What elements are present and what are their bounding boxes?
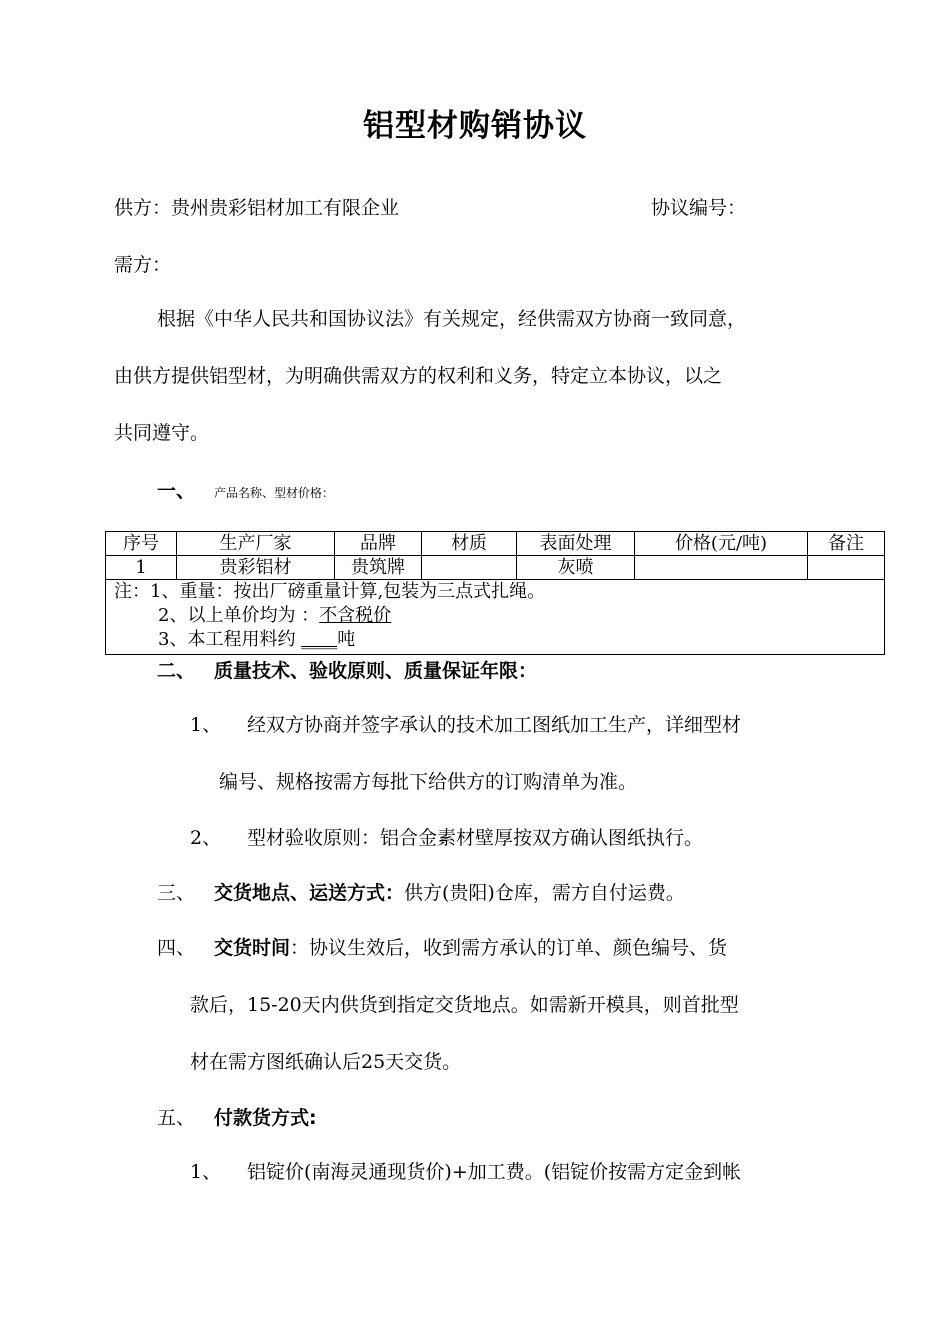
- section-2-title: 质量技术、验收原则、质量保证年限：: [214, 660, 538, 682]
- intro-line-3: 共同遵守。: [114, 422, 210, 444]
- section-3-text: 供方(贵阳)仓库，需方自付运费。: [404, 882, 685, 904]
- product-price-table: [105, 531, 885, 655]
- tax-status-value: 不含税价: [319, 605, 392, 626]
- note-1: 注：1、重量：按出厂磅重量计算,包装为三点式扎绳。: [114, 581, 546, 602]
- table-header-cell: 品牌: [335, 532, 422, 556]
- table-header-cell: 序号: [106, 532, 177, 556]
- section-2-item-1-continuation: 编号、规格按需方每批下给供方的订购清单为准。: [219, 771, 638, 793]
- table-notes-row: [106, 580, 885, 655]
- section-2-number: 二、: [157, 660, 196, 682]
- section-4-line: [214, 939, 727, 958]
- section-3-title: 交货地点、运送方式：: [214, 882, 405, 904]
- section-4-text: ：协议生效后，收到需方承认的订单、颜色编号、货: [290, 937, 728, 959]
- section-2-item-2-number: 2、: [190, 827, 222, 849]
- table-header-row: [106, 532, 885, 556]
- section-3-line: [214, 884, 685, 903]
- table-cell: [635, 556, 808, 580]
- table-cell: 灰喷: [517, 556, 635, 580]
- table-header-cell: 备注: [808, 532, 885, 556]
- table-cell: 贵彩铝材: [177, 556, 335, 580]
- supplier-line: 供方：贵州贵彩铝材加工有限企业: [114, 197, 400, 219]
- section-2-item-1-number: 1、: [190, 714, 222, 736]
- section-5-item-1-text: 铝锭价(南海灵通现货价)+加工费。(铝锭价按需方定金到帐: [247, 1161, 742, 1183]
- section-1-title: 产品名称、型材价格：: [214, 486, 335, 500]
- table-header-cell: 材质: [422, 532, 517, 556]
- table-header-cell: 表面处理: [517, 532, 635, 556]
- note-3: [114, 628, 884, 652]
- note-2: [114, 604, 884, 628]
- section-4-line-2: 款后，15-20天内供货到指定交货地点。如需新开模具，则首批型: [190, 994, 739, 1016]
- contract-number-label: 协议编号：: [651, 197, 747, 219]
- section-1-number: 一、: [157, 480, 196, 502]
- table-cell: 1: [106, 556, 177, 580]
- section-5-item-1-number: 1、: [190, 1161, 222, 1183]
- section-4-title: 交货时间: [214, 937, 291, 959]
- note-2-text: 2、以上单价均为 ：: [158, 605, 320, 626]
- section-5-title: 付款货方式:: [214, 1107, 317, 1129]
- note-3-text: 3、本工程用料约: [158, 629, 302, 650]
- section-3-number: 三、: [157, 882, 196, 904]
- table-header-cell: 生产厂家: [177, 532, 335, 556]
- table-cell: [422, 556, 517, 580]
- note-3-unit: 吨: [337, 629, 356, 650]
- section-2-item-2-text: 型材验收原则：铝合金素材壁厚按双方确认图纸执行。: [247, 827, 704, 849]
- section-2-item-1-text: 经双方协商并签字承认的技术加工图纸加工生产，详细型材: [247, 714, 742, 736]
- quantity-blank: ____: [301, 629, 338, 650]
- buyer-line: 需方：: [114, 254, 172, 276]
- section-5-number: 五、: [157, 1107, 196, 1129]
- table-cell: 贵筑牌: [335, 556, 422, 580]
- document-title: 铝型材购销协议: [363, 108, 587, 144]
- intro-line-1: 根据《中华人民共和国协议法》有关规定，经供需双方协商一致同意，: [157, 308, 747, 330]
- section-4-number: 四、: [157, 937, 196, 959]
- table-notes: [106, 580, 885, 655]
- intro-line-2: 由供方提供铝型材，为明确供需双方的权利和义务，特定立本协议，以之: [114, 365, 723, 387]
- table-cell: [808, 556, 885, 580]
- table-row: [106, 556, 885, 580]
- table-header-cell: 价格(元/吨): [635, 532, 808, 556]
- section-4-line-3: 材在需方图纸确认后25天交货。: [190, 1051, 462, 1073]
